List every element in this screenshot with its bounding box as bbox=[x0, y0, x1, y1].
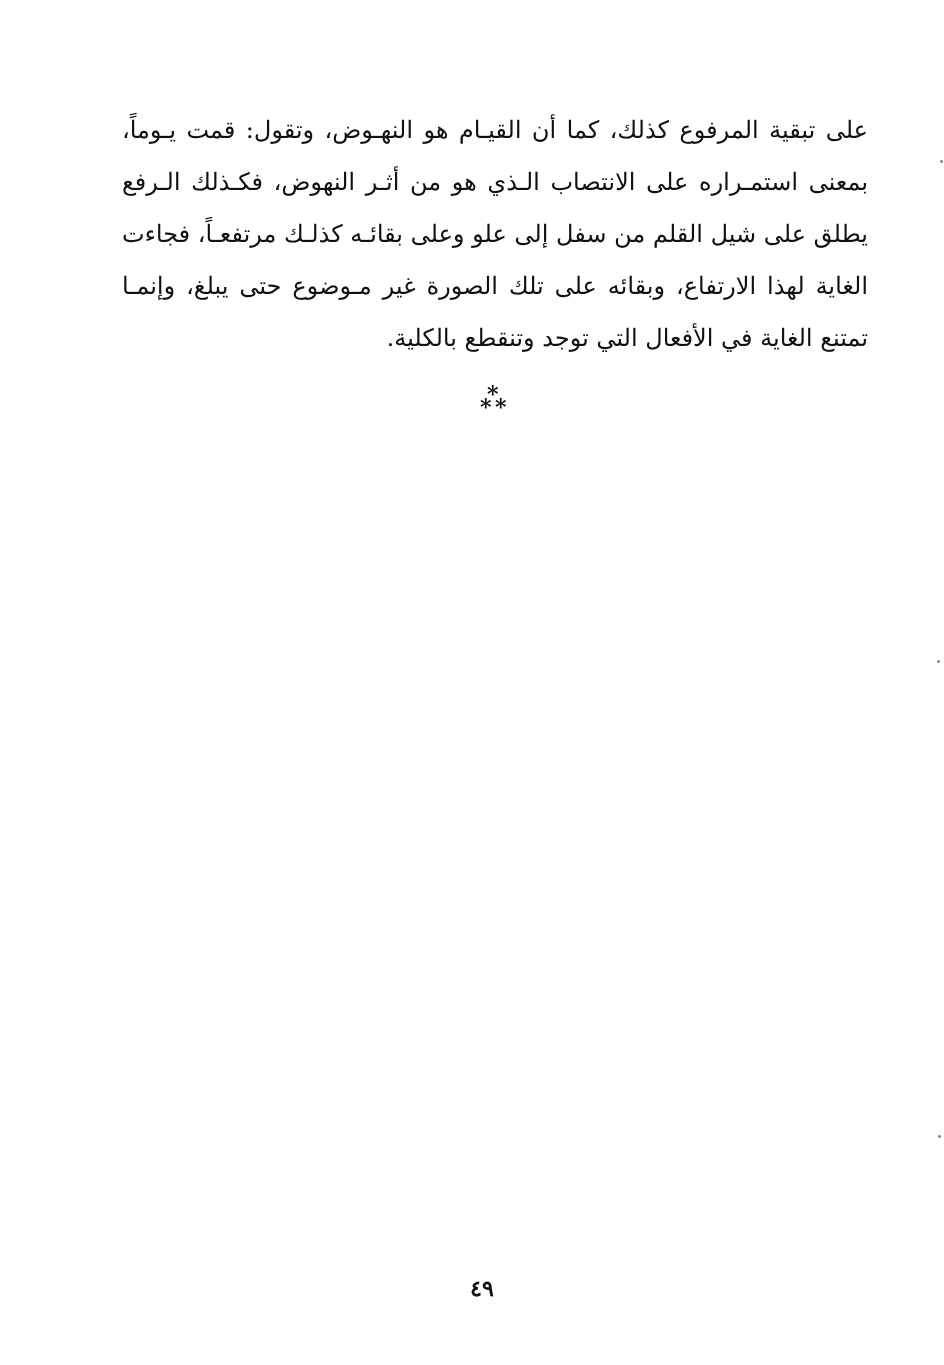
body-paragraph bbox=[122, 104, 868, 364]
scan-speck bbox=[938, 1135, 941, 1138]
scan-speck bbox=[940, 160, 943, 163]
text-line-3: يطلق على شيل القلم من سفل إلى علو وعلى بقائـه كذلـك مرتفعـاً، فجاءت bbox=[122, 220, 868, 248]
scan-speck bbox=[937, 660, 940, 663]
asterisk-bottom-left: * bbox=[480, 395, 492, 421]
text-line-2: بمعنى استمـراره على الانتصاب الـذي هو من أثـر النهوض، فكـذلك الـرفع bbox=[122, 168, 868, 196]
asterisk-bottom-right: * bbox=[495, 395, 507, 421]
text-line-4: الغاية لهذا الارتفاع، وبقائه على تلك الصورة غير مـوضوع حتى يبلغ، وإنمـا bbox=[122, 272, 868, 300]
asterisk-top: * bbox=[487, 382, 499, 408]
section-break-asterism bbox=[468, 384, 528, 424]
page-number: ٤٩ bbox=[470, 1276, 494, 1302]
text-line-1: على تبقية المرفوع كذلك، كما أن القيـام هو النهـوض، وتقول: قمت يـوماً، bbox=[122, 116, 868, 144]
text-line-5: تمتنع الغاية في الأفعال التي توجد وتنقطع بالكلية. bbox=[386, 324, 868, 352]
